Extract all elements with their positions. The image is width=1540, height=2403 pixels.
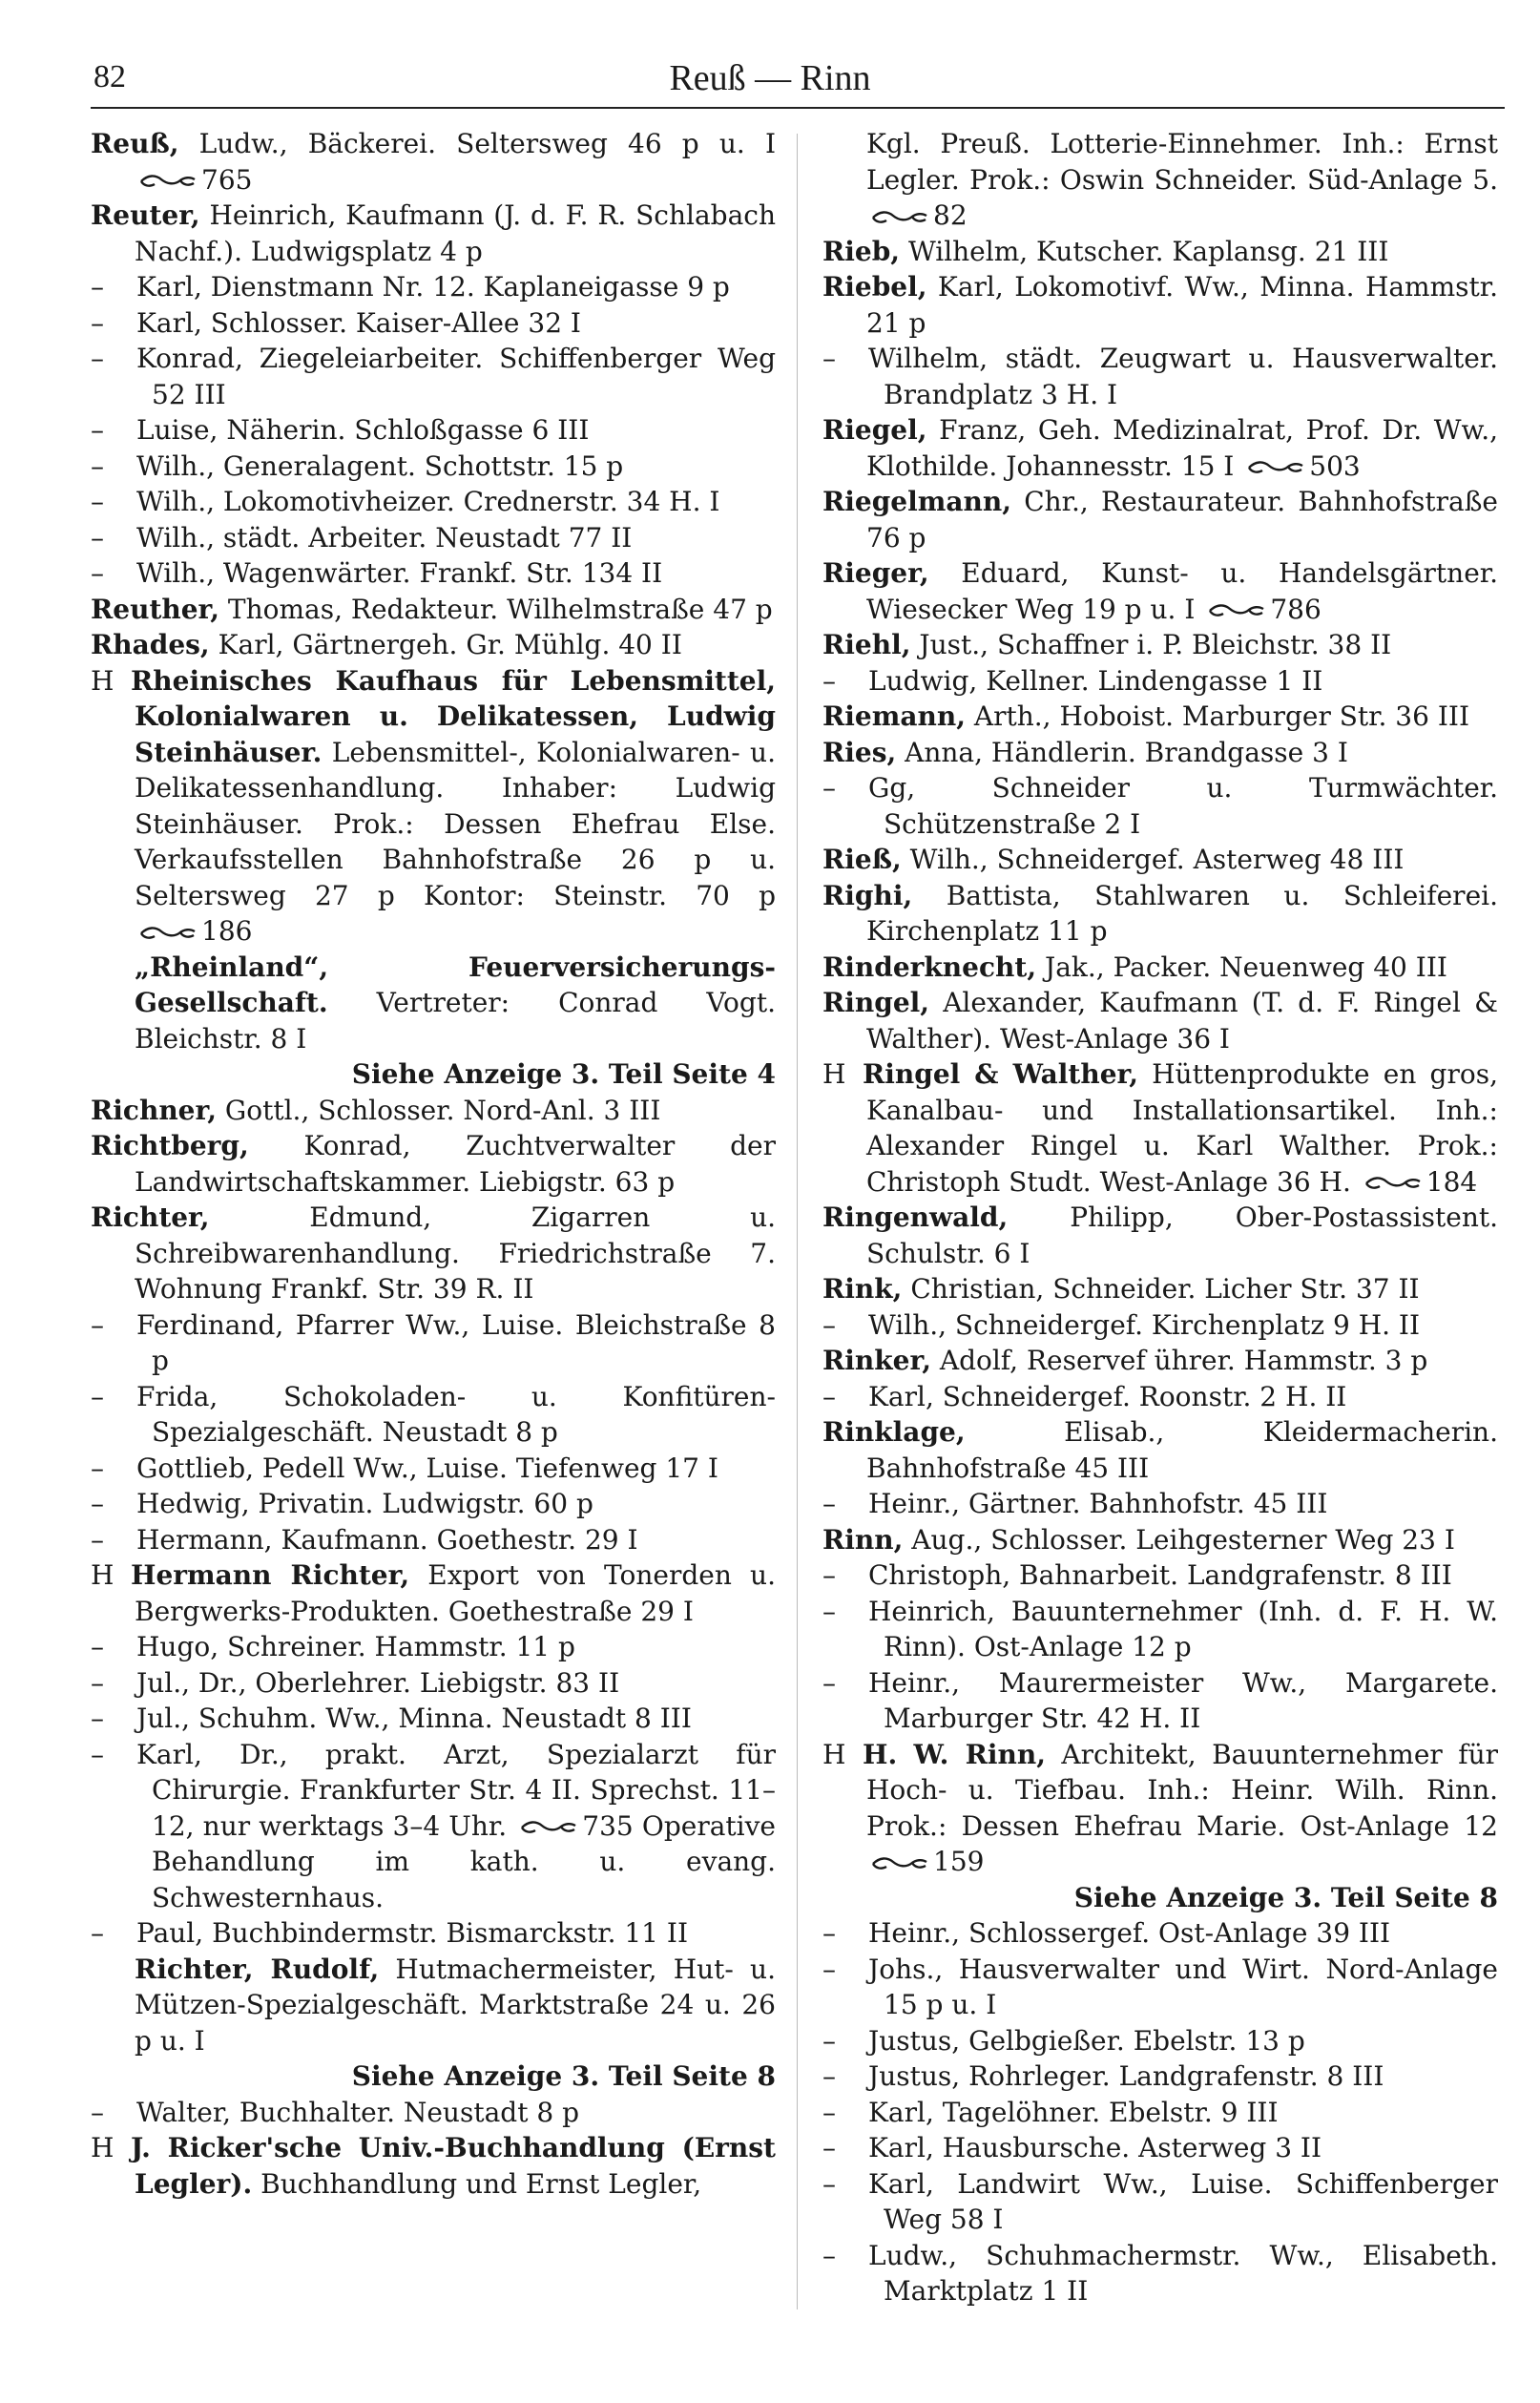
entry-text: Gg, Schneider u. Turmwächter. Schützenstraße 2 I	[868, 772, 1498, 840]
entry-name: Reuter,	[91, 199, 200, 231]
directory-entry	[91, 1915, 776, 1952]
directory-entry	[91, 1629, 776, 1665]
ditto-dash: –	[91, 2096, 104, 2128]
telephone-number	[866, 199, 968, 231]
phone-number-value: 503	[1309, 449, 1361, 482]
directory-entry	[822, 699, 1498, 735]
entry-text: Karl, Lokomotivf. Ww., Minna. Hammstr. 21 p	[866, 271, 1498, 339]
entry-text: Hutmachermeister, Hut- u. Mützen-Spezialgeschäft. Marktstraße 24 u. 26 p u. I	[135, 1953, 776, 2057]
ditto-dash: –	[822, 2239, 836, 2271]
directory-entry	[822, 2238, 1498, 2309]
entry-name: Ries,	[822, 736, 897, 768]
ditto-dash: –	[91, 343, 104, 374]
directory-entry	[91, 1200, 776, 1307]
entry-name: Riegelmann,	[822, 486, 1011, 517]
entry-text: Christoph, Bahnarbeit. Landgrafenstr. 8 III	[868, 1559, 1452, 1591]
directory-entry	[822, 555, 1498, 627]
entry-text: Hedwig, Privatin. Ludwigstr. 60 p	[136, 1488, 593, 1519]
telephone-number	[1360, 1166, 1477, 1198]
entry-text: Jul., Dr., Oberlehrer. Liebigstr. 83 II	[136, 1666, 620, 1699]
right-column	[822, 126, 1498, 2321]
phone-number-value: 82	[933, 199, 968, 231]
directory-entry	[822, 2023, 1498, 2059]
entry-text: Eduard, Kunst- u. Handelsgärtner. Wiesecker Weg 19 p u. I	[866, 557, 1498, 625]
directory-entry	[822, 269, 1498, 341]
ditto-dash: –	[91, 1738, 104, 1770]
ditto-dash: –	[822, 664, 836, 697]
entry-text: Architekt, Bauunternehmer für Hoch- u. Tiefbau. Inh.: Heinr. Wilh. Rinn. Prok.: Dessen Ehefrau Marie. Ost-Anlage 12	[866, 1738, 1498, 1842]
entry-text: Edmund, Zigarren u. Schreibwarenhandlung. Friedrichstraße 7. Wohnung Frankf. Str. 39 R. II	[135, 1202, 776, 1305]
entry-text: Konrad, Zuchtverwalter der Landwirtschaftskammer. Liebigstr. 63 p	[135, 1130, 776, 1198]
entry-name: Righi,	[822, 879, 913, 911]
entry-text: Heinrich, Kaufmann (J. d. F. R. Schlabach Nachf.). Ludwigsplatz 4 p	[135, 199, 776, 267]
ditto-dash: –	[822, 2024, 836, 2057]
directory-entry	[91, 2130, 776, 2202]
ditto-dash: –	[91, 1380, 104, 1412]
ditto-dash: –	[91, 521, 104, 554]
directory-entry	[822, 1200, 1498, 1271]
entry-text: Battista, Stahlwaren u. Schleiferei. Kirchenplatz 11 p	[866, 879, 1498, 947]
advert-reference: Siehe Anzeige 3. Teil Seite 8	[351, 2060, 776, 2092]
entry-name: Richter,	[91, 1202, 210, 1233]
entry-text: Wilhelm, städt. Zeugwart u. Hausverwalter. Brandplatz 3 H. I	[868, 343, 1498, 410]
telephone-icon	[1363, 1175, 1423, 1192]
entry-name: Ringel & Walther,	[863, 1058, 1138, 1090]
entry-text: Franz, Geh. Medizinalrat, Prof. Dr. Ww., Klothilde. Johannesstr. 15 I	[866, 414, 1498, 482]
entry-name: Richter, Rudolf,	[135, 1953, 380, 1985]
entry-text: Elisab., Kleidermacherin. Bahnhofstraße 45 III	[866, 1416, 1498, 1484]
directory-entry	[91, 269, 776, 305]
entry-text: Ludw., Schuhmachermstr. Ww., Elisabeth. Marktplatz 1 II	[868, 2239, 1498, 2307]
entry-text: Just., Schaffner i. P. Bleichstr. 38 II	[910, 629, 1392, 660]
ditto-dash: –	[91, 557, 104, 589]
directory-entry	[822, 2058, 1498, 2095]
telephone-number	[866, 1846, 984, 1877]
directory-entry	[822, 1056, 1498, 1200]
entry-text: Wilh., Generalagent. Schottstr. 15 p	[136, 449, 624, 482]
ditto-dash: –	[822, 2096, 836, 2128]
directory-entry	[822, 950, 1498, 986]
directory-entry	[91, 412, 776, 449]
entry-name: Reuther,	[91, 593, 220, 625]
directory-entry	[91, 950, 776, 1057]
telephone-number	[135, 164, 252, 196]
phone-number-value: 159	[933, 1846, 985, 1877]
directory-entry	[91, 520, 776, 556]
commercial-marker: H	[822, 1738, 846, 1770]
entry-name: Rheinisches Kaufhaus für Lebensmittel, Kolonialwaren u. Delikatessen, Ludwig Steinhäuser.	[131, 664, 776, 768]
advert-reference: Siehe Anzeige 3. Teil Seite 8	[1073, 1881, 1498, 1913]
directory-entry	[822, 1594, 1498, 1665]
directory-entry	[91, 1522, 776, 1558]
entry-text: Konrad, Ziegeleiarbeiter. Schiffenberger Weg 52 III	[136, 343, 776, 410]
entry-text: Karl, Gärtnergeh. Gr. Mühlg. 40 II	[209, 629, 682, 660]
entry-name: Reuß,	[91, 128, 179, 159]
phone-number-value: 786	[1270, 593, 1321, 625]
entry-text: Heinr., Maurermeister Ww., Margarete. Marburger Str. 42 H. II	[868, 1666, 1498, 1734]
entry-text: Karl, Dr., prakt. Arzt, Spezialarzt für Chirurgie. Frankfurter Str. 4 II. Sprechst. 11–12, nur werktags 3–4 Uhr.	[136, 1738, 776, 1842]
directory-entry	[822, 878, 1498, 950]
ditto-dash: –	[91, 306, 104, 339]
phone-number-value: 765	[201, 163, 253, 196]
entry-text: Philipp, Ober-Postassistent. Schulstr. 6 I	[866, 1202, 1498, 1269]
commercial-marker: H	[822, 1058, 846, 1090]
directory-entry	[822, 1665, 1498, 1737]
ditto-dash: –	[822, 1595, 836, 1627]
ditto-dash: –	[91, 486, 104, 517]
entry-name: Richner,	[91, 1094, 217, 1126]
ditto-dash: –	[91, 414, 104, 446]
entry-text: Hüttenprodukte en gros, Kanalbau- und Installationsartikel. Inh.: Alexander Ringel u. Karl Walther. Prok.: Christoph Studt. West-Anlage 36 H.	[866, 1058, 1498, 1198]
entry-text: Wilh., Lokomotivheizer. Crednerstr. 34 H. I	[136, 486, 720, 517]
entry-text: Thomas, Redakteur. Wilhelmstraße 47 p	[219, 593, 773, 625]
entry-text: Ferdinand, Pfarrer Ww., Luise. Bleichstraße 8 p	[136, 1308, 776, 1376]
ditto-dash: –	[822, 2132, 836, 2163]
entry-text: Heinrich, Bauunternehmer (Inh. d. F. H. W. Rinn). Ost-Anlage 12 p	[868, 1595, 1498, 1662]
commercial-marker: H	[91, 2132, 114, 2163]
directory-entry	[91, 663, 776, 950]
entry-text: Buchhandlung und Ernst Legler,	[252, 2167, 702, 2200]
directory-entry	[822, 484, 1498, 555]
ditto-dash: –	[822, 2060, 836, 2092]
entry-name: Rieger,	[822, 557, 929, 589]
entry-text: Adolf, Reservef ührer. Hammstr. 3 p	[930, 1345, 1428, 1376]
directory-entry	[822, 735, 1498, 771]
directory-entry	[91, 2095, 776, 2131]
entry-text: Paul, Buchbindermstr. Bismarckstr. 11 II	[136, 1917, 689, 1949]
ditto-dash: –	[822, 1380, 836, 1412]
ditto-dash: –	[822, 2167, 836, 2200]
entry-name: Rieb,	[822, 235, 901, 267]
directory-entry	[91, 198, 776, 269]
ditto-dash: –	[91, 449, 104, 482]
column-divider	[797, 134, 798, 2309]
ditto-dash: –	[91, 1308, 104, 1341]
directory-entry	[91, 341, 776, 412]
ditto-dash: –	[91, 1452, 104, 1484]
directory-entry	[91, 1451, 776, 1487]
entry-text: Wilhelm, Kutscher. Kaplansg. 21 III	[900, 235, 1389, 267]
entry-name: Riemann,	[822, 700, 966, 732]
telephone-number	[135, 915, 252, 947]
directory-entry	[91, 484, 776, 520]
directory-entry	[91, 126, 776, 198]
ditto-dash: –	[822, 1666, 836, 1699]
commercial-marker: H	[91, 1559, 114, 1591]
advert-reference: Siehe Anzeige 3. Teil Seite 4	[351, 1058, 776, 1090]
entry-text: Karl, Tagelöhner. Ebelstr. 9 III	[868, 2096, 1279, 2128]
entry-text: Gottl., Schlosser. Nord-Anl. 3 III	[216, 1094, 661, 1126]
directory-entry	[91, 1486, 776, 1522]
ditto-dash: –	[91, 1488, 104, 1519]
entry-text: Aug., Schlosser. Leihgesterner Weg 23 I	[903, 1523, 1455, 1556]
entry-text: Wilh., städt. Arbeiter. Neustadt 77 II	[136, 521, 633, 554]
telephone-icon	[138, 925, 198, 942]
directory-entry	[822, 2095, 1498, 2131]
ditto-dash: –	[822, 343, 836, 374]
entry-name: Ringel,	[822, 987, 930, 1018]
telephone-number	[1203, 594, 1321, 625]
ditto-dash: –	[91, 1917, 104, 1949]
telephone-number	[515, 1810, 633, 1842]
entry-text: Karl, Dienstmann Nr. 12. Kaplaneigasse 9 p	[136, 271, 730, 303]
directory-entry	[822, 1379, 1498, 1415]
directory-entry	[91, 627, 776, 663]
ditto-dash: –	[822, 1488, 836, 1519]
entry-text: Gottlieb, Pedell Ww., Luise. Tiefenweg 17 I	[136, 1452, 718, 1484]
entry-text: Christian, Schneider. Licher Str. 37 II	[902, 1273, 1420, 1305]
directory-entry	[822, 341, 1498, 412]
ditto-dash: –	[91, 1666, 104, 1699]
entry-text: Wilh., Schneidergef. Kirchenplatz 9 H. II	[868, 1308, 1421, 1341]
entry-text: Frida, Schokoladen- u. Konfitüren-Spezialgeschäft. Neustadt 8 p	[136, 1380, 776, 1448]
directory-entry	[91, 449, 776, 485]
directory-entry	[91, 305, 776, 342]
entry-text: Kgl. Preuß. Lotterie-Einnehmer. Inh.: Ernst Legler. Prok.: Oswin Schneider. Süd-Anlage 5.	[866, 128, 1498, 196]
entry-name: Riegel,	[822, 414, 927, 446]
entry-text: Heinr., Gärtner. Bahnhofstr. 45 III	[868, 1488, 1328, 1519]
entry-text: Hugo, Schreiner. Hammstr. 11 p	[136, 1631, 575, 1662]
directory-entry	[91, 1952, 776, 2059]
entry-text: Wilh., Wagenwärter. Frankf. Str. 134 II	[136, 557, 663, 589]
entry-text: Anna, Händlerin. Brandgasse 3 I	[896, 736, 1348, 768]
entry-name: Rinn,	[822, 1523, 904, 1556]
left-column	[91, 126, 776, 2321]
entry-text: Johs., Hausverwalter und Wirt. Nord-Anlage 15 p u. I	[868, 1953, 1498, 2020]
directory-entry	[822, 1522, 1498, 1558]
entry-text: Chr., Restaurateur. Bahnhofstraße 76 p	[866, 486, 1498, 554]
entry-name: Richtberg,	[91, 1130, 249, 1161]
directory-entry	[822, 2166, 1498, 2238]
ditto-dash: –	[91, 271, 104, 303]
phone-number-value: 186	[201, 915, 253, 947]
entry-text: Walter, Buchhalter. Neustadt 8 p	[136, 2096, 579, 2128]
page-header	[0, 0, 1540, 107]
ditto-dash: –	[91, 1523, 104, 1556]
directory-entry	[822, 1414, 1498, 1486]
entry-text: Heinr., Schlossergef. Ost-Anlage 39 III	[868, 1917, 1391, 1949]
directory-entry	[822, 234, 1498, 270]
directory-entry	[822, 663, 1498, 700]
ditto-dash: –	[822, 1917, 836, 1949]
entry-text: Karl, Schneidergef. Roonstr. 2 H. II	[868, 1380, 1347, 1412]
directory-entry	[822, 1557, 1498, 1594]
entry-text: Justus, Rohrleger. Landgrafenstr. 8 III	[868, 2060, 1384, 2092]
entry-text: Export von Tonerden u. Bergwerks-Produkten. Goethestraße 29 I	[135, 1559, 776, 1627]
directory-entry	[91, 1379, 776, 1451]
entry-text: Vertreter: Conrad Vogt. Bleichstr. 8 I	[135, 987, 776, 1055]
telephone-number	[1242, 450, 1360, 482]
directory-entry	[91, 1128, 776, 1200]
telephone-icon	[1246, 459, 1305, 476]
entry-name: Ringenwald,	[822, 1202, 1009, 1233]
telephone-icon	[870, 1855, 929, 1872]
entry-text: Ludw., Bäckerei. Seltersweg 46 p u. I	[178, 128, 776, 159]
directory-entry	[822, 842, 1498, 878]
directory-entry	[822, 412, 1498, 484]
directory-entry	[822, 126, 1498, 234]
entry-text-continued: Operative Behandlung im kath. u. evang. Schwesternhaus.	[152, 1809, 776, 1913]
entry-text: Wilh., Schneidergef. Asterweg 48 III	[901, 844, 1405, 875]
directory-entry	[91, 1307, 776, 1379]
entry-text: Karl, Hausbursche. Asterweg 3 II	[868, 2132, 1322, 2163]
ditto-dash: –	[822, 1559, 836, 1591]
entry-text: Alexander, Kaufmann (T. d. F. Ringel & Walther). West-Anlage 36 I	[866, 987, 1498, 1055]
entry-text: Jul., Schuhm. Ww., Minna. Neustadt 8 III	[136, 1703, 692, 1734]
directory-entry	[91, 1557, 776, 1629]
entry-text: Arth., Hoboist. Marburger Str. 36 III	[965, 700, 1470, 732]
entry-name: H. W. Rinn,	[863, 1738, 1046, 1770]
directory-entry	[822, 1486, 1498, 1522]
directory-entry	[822, 1952, 1498, 2023]
directory-entry	[91, 592, 776, 628]
directory-entry	[91, 1665, 776, 1702]
directory-entry	[822, 1343, 1498, 1379]
directory-entry	[91, 1701, 776, 1737]
entry-name: Hermann Richter,	[131, 1559, 410, 1591]
directory-entry	[91, 1093, 776, 1129]
running-head: Reuß — Rinn	[669, 58, 871, 98]
ditto-dash: –	[91, 1631, 104, 1662]
entry-text: Luise, Näherin. Schloßgasse 6 III	[136, 414, 590, 446]
entry-name: Rinklage,	[822, 1416, 966, 1448]
directory-entry	[822, 627, 1498, 663]
directory-entry	[822, 1915, 1498, 1952]
entry-name: Riebel,	[822, 271, 927, 303]
entry-name: J. Ricker'sche Univ.-Buchhandlung (Ernst Legler).	[131, 2132, 776, 2200]
header-rule	[91, 107, 1505, 109]
phone-number-value: 184	[1426, 1165, 1478, 1198]
directory-entry	[822, 1307, 1498, 1344]
telephone-icon	[138, 173, 198, 190]
phone-number-value: 735	[582, 1809, 634, 1842]
telephone-icon	[870, 209, 929, 226]
directory-entry	[822, 1737, 1498, 1880]
entry-name: Rinderknecht,	[822, 951, 1037, 983]
entry-text: Justus, Gelbgießer. Ebelstr. 13 p	[868, 2024, 1305, 2057]
entry-text: Lebensmittel-, Kolonialwaren- u. Delikatessenhandlung. Inhaber: Ludwig Steinhäuser. Prok.: Dessen Ehefrau Else. Verkaufsstellen Bahnhofstraße 26 p u. Seltersweg 27 p Kontor: Steinstr. 70 p	[135, 736, 776, 911]
ditto-dash: –	[822, 772, 836, 804]
entry-name: „Rheinland“, Feuerversicherungs-Gesellschaft.	[135, 951, 776, 1018]
ditto-dash: –	[822, 1308, 836, 1341]
entry-name: Rhades,	[91, 629, 210, 660]
telephone-icon	[519, 1819, 578, 1836]
page-number: 82	[94, 59, 126, 94]
telephone-icon	[1207, 602, 1266, 619]
entry-text: Ludwig, Kellner. Lindengasse 1 II	[868, 664, 1323, 697]
commercial-marker: H	[91, 664, 114, 697]
directory-entry	[91, 555, 776, 592]
entry-text: Jak., Packer. Neuenweg 40 III	[1036, 951, 1447, 983]
ditto-dash: –	[822, 1953, 836, 1985]
entry-text: Karl, Schlosser. Kaiser-Allee 32 I	[136, 306, 581, 339]
directory-entry	[822, 1271, 1498, 1307]
directory-entry	[822, 2130, 1498, 2166]
entry-name: Rink,	[822, 1273, 903, 1305]
directory-entry	[822, 985, 1498, 1056]
directory-entry	[822, 770, 1498, 842]
entry-name: Riehl,	[822, 629, 911, 660]
entry-text: Hermann, Kaufmann. Goethestr. 29 I	[136, 1523, 638, 1556]
entry-name: Rinker,	[822, 1345, 931, 1376]
directory-entry	[91, 1737, 776, 1916]
entry-text: Karl, Landwirt Ww., Luise. Schiffenberger Weg 58 I	[868, 2167, 1498, 2235]
ditto-dash: –	[91, 1703, 104, 1734]
entry-name: Rieß,	[822, 844, 902, 875]
